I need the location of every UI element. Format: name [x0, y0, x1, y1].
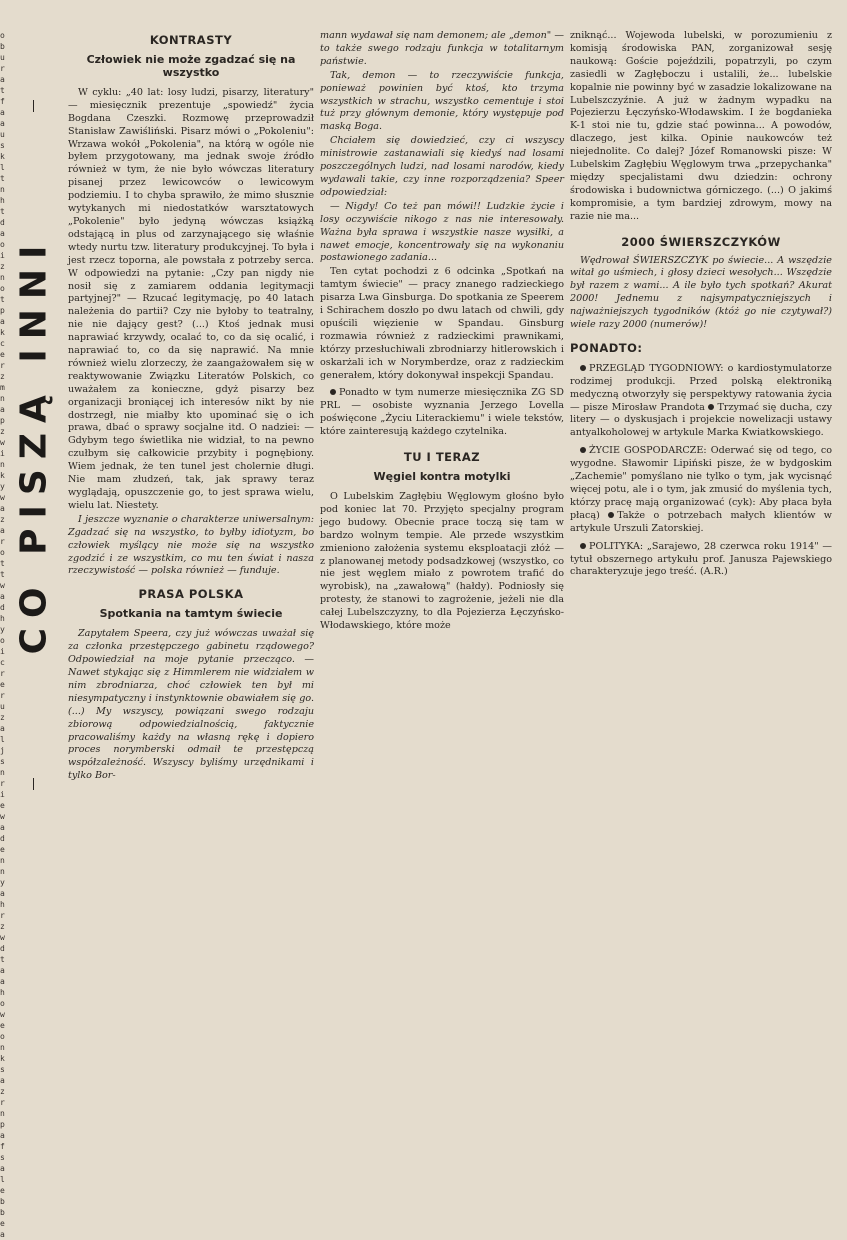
adjacent-page-edge: o b u r a t f a a u s k l t n h t d a o i z n o t p a k c e r z m n a p z w i n k y w a z a r o t t w a d h y o i c r e r u z a l j s n r i e w a d e n n y a h r z w d t a a h o w e o n k s a z r n p a f s a l e b b e a — [0, 31, 5, 1239]
column-3 — [570, 30, 832, 579]
article-paragraph: Wędrował ŚWIERSZCZYK po świecie... A wszędzie witał go uśmiech, i głosy dzieci wesołych... Wszędzie był razem z wami... A ile było tych spotkań? Akurat 2000! Jednemu z najsympatyczniejszych i najważniejszych tygodników (któż go nie czytywał?) wiele razy 2000 (numerów)! — [570, 254, 832, 331]
bullet-icon — [580, 447, 586, 453]
article-paragraph: Tak, demon — to rzeczywiście funkcja, ponieważ powinien być ktoś, kto trzyma wszystkich w strachu, wszystko cementuje i stoi tuż przy głównym demonie, który występuje pod maską Boga. — [320, 69, 564, 133]
section-title: PONADTO: — [570, 340, 643, 355]
bullet-item — [570, 445, 832, 535]
bullet-text: ŻYCIE GOSPODARCZE: Oderwać się od tego, co wygodne. Sławomir Lipiński pisze, że w bydgoskim „Zachemie" pomyślano nie tylko o tym, jak wycisnąć więcej potu, ale i o tym, jak zmusić do myślenia tych, którzy pracę mają organizować (cyk): Aby płaca była płacą) — [570, 445, 832, 521]
article-paragraph: mann wydawał się nam demonem; ale „demon" — to także swego rodzaju funkcja w totalitarnym państwie. — [320, 30, 564, 67]
bullet-item — [570, 363, 832, 440]
column-1 — [68, 30, 314, 783]
article-headline: Węgiel kontra motylki — [373, 470, 511, 483]
bullet-icon — [708, 404, 714, 410]
article-paragraph: Chciałem się dowiedzieć, czy ci wszyscy ministrowie zastanawiali się kiedyś nad losami poszczególnych ludzi, nad losami narodów, kiedy wydawali takie, czy inne rozporządzenia? Speer odpowiedział: — [320, 135, 564, 198]
section-title: TU I TERAZ — [403, 450, 481, 465]
column-2 — [320, 30, 564, 633]
rubric-title: CO PISZĄ INNI — [13, 235, 55, 655]
bullet-item — [570, 541, 832, 580]
article-paragraph: Zapytałem Speera, czy już wówczas uważał się za członka przestępczego gabinetu rządowego? Odpowiedział na moje pytanie przecząco. — Nawet stykając się z Himmlerem nie widziałem w nim zbrodniarza, choć człowiek ten był mi niesympatyczny i instynktownie obawiałem się go. (...) My wszyscy, powiązani swego rodzaju zbiorową odpowiedzialnością, faktycznie pracowaliśmy każdy na własną rękę i dopiero proces norymberski odmaił te przestępczą współzależność. Wszyscy byliśmy urzędnikami i tylko Bor- — [68, 628, 314, 782]
rubric — [14, 100, 54, 790]
section-title: 2000 ŚWIERSZCZYKÓW — [621, 234, 781, 249]
bullet-icon — [580, 365, 586, 371]
bullet-text: Ponadto w tym numerze miesięcznika ZG SD PRL — osobiste wyznania Jerzego Lovella poświęcone „Życiu Literackiemu" i wiele tekstów, które zainteresują każdego czytelnika. — [320, 387, 564, 438]
article-paragraph: I jeszcze wyznanie o charakterze uniwersalnym: Zgadzać się na wszystko, to byłby idiotyzm, bo człowiek myślący nie może się na wszystko zgodzić i ze wszystkim, co mu ten świat i nasza rzeczywistość — polska również — funduje. — [68, 513, 314, 577]
bullet-icon — [580, 543, 586, 549]
article-headline: Człowiek nie może zgadzać się na wszystko — [86, 52, 296, 79]
bullet-text: Także o potrzebach małych klientów w artykule Urszuli Zatorskiej. — [570, 509, 832, 534]
bullet-icon — [330, 389, 336, 395]
bullet-text: POLITYKA: „Sarajewo, 28 czerwca roku 1914" — tytuł obszernego artykułu prof. Janusza Pajewskiego charakteryzuje jego treść. (A.R.) — [570, 540, 832, 578]
article-paragraph: O Lubelskim Zagłębiu Węglowym głośno było pod koniec lat 70. Przyjęto specjalny program jego budowy. Obecnie prace toczą się tam w bardzo wolnym tempie. Ale przede wszystkim zmieniono założenia systemu eksploatacji złóż — z planowanej metody podsadzkowej (wszystko, co nie jest węglem miało z powrotem trafić do wyrobisk), na „zawałową" (hałdy). Podniosły się protesty, że stanowi to zagrożenie, jeżeli nie dla całej Lubelszczyzny, to dla Pojezierza Łęczyńsko-Włodawskiego, które może — [320, 491, 564, 632]
bullet-text: Trzymać się ducha, czy litery — o dyskusjach i projekcie nowelizacji ustawy antyalkoholowej w artykule Marka Kwiatkowskiego. — [570, 401, 832, 439]
section-kicker: KONTRASTY — [149, 33, 233, 47]
bullet-text: PRZEGLĄD TYGODNIOWY: o kardiostymulatorze rodzimej produkcji. Przed polską elektroniką medyczną otworzyły się perspektywy ratowania życia — pisze Mirosław Prandota — [570, 362, 832, 413]
bullet-icon — [608, 512, 614, 518]
rubric-rule-bottom — [33, 778, 34, 790]
article-paragraph: zniknąć... Wojewoda lubelski, w porozumieniu z komisją środowiska PAN, zorganizował sesję naukową: Goście pojeździli, popatrzyli, po czym zasiedli w Zagłęboczu i ustalili, że... lubelskie kopalnie nie powinny być w zasadzie lokalizowane na Lubelszczyźnie. A już w żadnym wypadku na Pojezierzu Łęczyńsko-Włodawskim. I że bogdanieka K-1 stoi nie tu, gdzie stać powinna... A powodów, dlaczego, jest kilka. Opinie naukowców też niejednolite. Co dalej? Józef Romanowski pisze: W Lubelskim Zagłębiu Węglowym trwa „przepychanka" między specjalistami dwu dziedzin: ochrony środowiska i budownictwa górniczego. (...) O jakimś kompromisie, a tym bardziej zdrowym, mowy na razie nie ma... — [570, 30, 832, 222]
article-paragraph: Ten cytat pochodzi z 6 odcinka „Spotkań na tamtym świecie" — pracy znanego radzieckiego pisarza Lwa Ginsburga. Do spotkania ze Speerem i Schirachem doszło po dwu latach od chwili, gdy opuścili więzienie w Spandau. Ginsburg rozmawia również z radzieckimi prawnikami, którzy przesłuchiwali zbrodniarzy hitlerowskich i oskarżali ich w Norymberdze, oraz z radzieckim generałem, który dokonywał inspekcji Spandau. — [320, 266, 564, 381]
article-paragraph: W cyklu: „40 lat: losy ludzi, pisarzy, literatury" — miesięcznik prezentuje „spowiedź" życia Bogdana Czeszki. Rozmowę przeprowadził Stanisław Zawiśliński. Pisarz mówi o „Pokoleniu": Wrzawa wokół „Pokolenia", na którą w ogóle nie byłem przygotowany, ma jednak swoje źródło również w tym, że nie było wówczas literatury pisanej przez lewicowców o lewicowym podziemiu. I to chyba sprawiło, że mimo słusznie wytykanych mi niedostatków warsztatowych „Pokolenie" było jedyną wówczas książką odstającą in plus od zarzynającego się właśnie wtedy nurtu tzw. literatury produkcyjnej. To była i jest rzecz toporna, ale powstała z potrzeby serca. W odpowiedzi na pytanie: „Czy pan nigdy nie nosił się z zamiarem oddania legitymacji partyjnej?" — Rzucać legitymację, po 40 latach należenia do partii? Czy nie byłoby to teatralny, nie nie dający gest? (...) Ktoś jednak musi naprawiać krzywdy, ocalać to, co da się ocalić, i naprawiać to, co da się naprawić. Na mnie również wielu zlorzeczy, że zaangażowałem się w reaktywowanie Związku Literatów Polskich, co uważałem za konieczne, gdyż pisarzy bez organizacji broniącej ich interesów nikt by nie dostrzegł, nie miałby kto upominać się o ich prawa, dbać o sprawy socjalne itd. O nadziei: — Gdybym tego świetlika nie widział, to na pewno czułbym się całkowicie przybity i pognębiony. Wiem jednak, że ten tunel jest cholernie długi. Nie mam złudzeń, tak, jak sprawy teraz wyglądają, opuszczenie go, to jest sprawa wielu, wielu lat. Niestety. — [68, 86, 314, 511]
bullet-item — [320, 387, 564, 439]
article-headline: Spotkania na tamtym świecie — [99, 607, 283, 621]
rubric-rule-top — [33, 100, 34, 112]
article-paragraph: — Nigdy! Co też pan mówi!! Ludzkie życie i losy oczywiście nikogo z nas nie interesowały. Ważna była sprawa i wszystkie nasze wysiłki, a nawet emocje, koncentrowały się na wykonaniu postawionego zadania... — [320, 200, 564, 264]
section-title: PRASA POLSKA — [138, 587, 244, 602]
